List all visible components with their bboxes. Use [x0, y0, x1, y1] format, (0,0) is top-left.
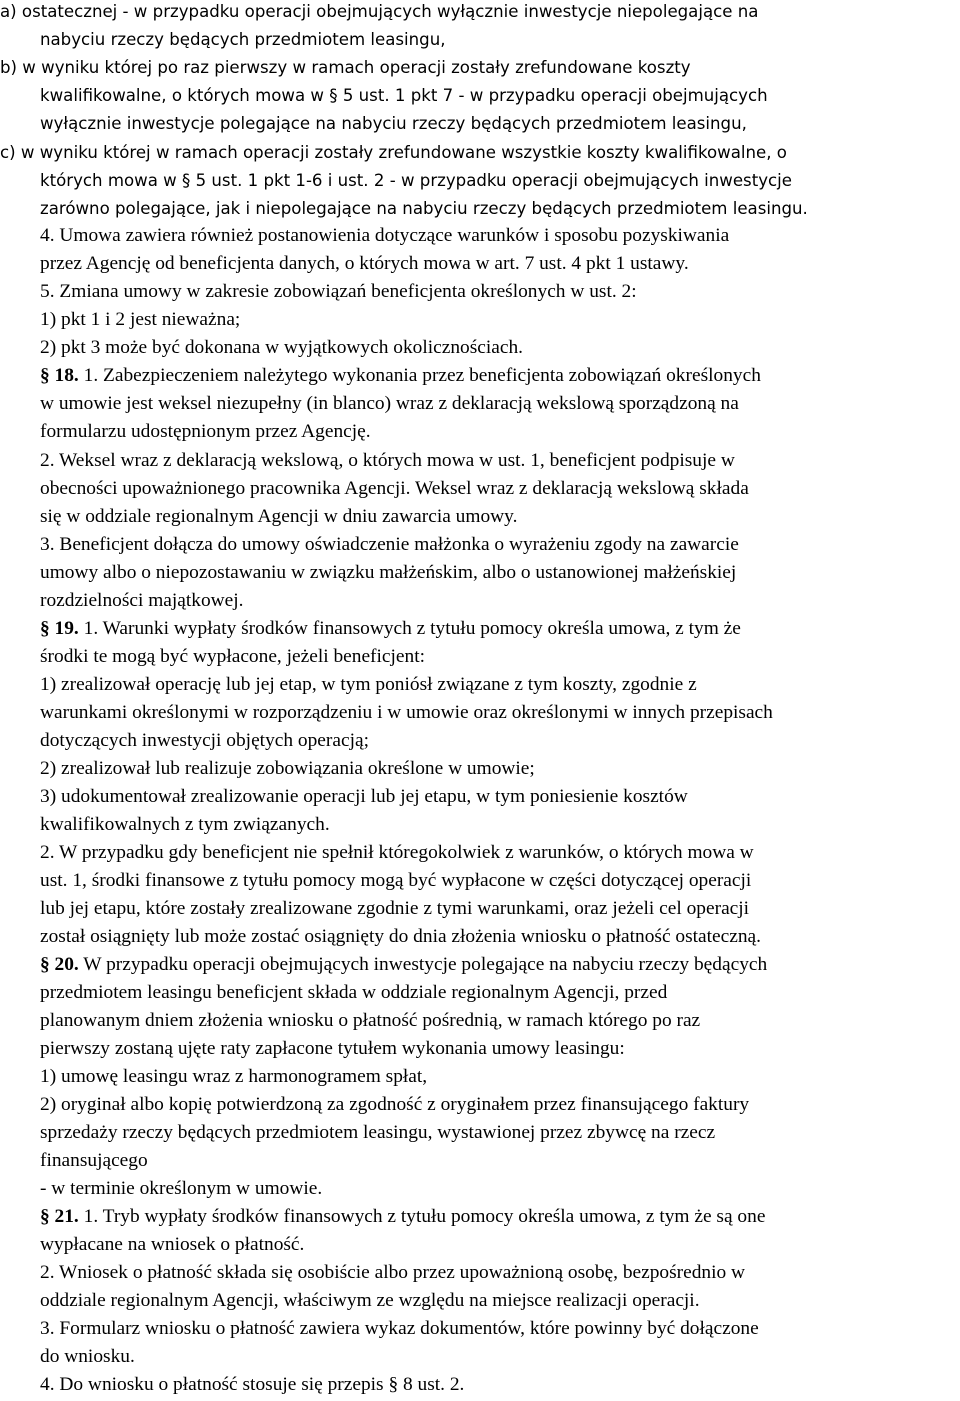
- text-line: środki te mogą być wypłacone, jeżeli beneficjent:: [40, 646, 425, 667]
- text-line: 1) pkt 1 i 2 jest nieważna;: [40, 309, 241, 330]
- text-line: b) w wyniku której po raz pierwszy w ramach operacji zostały zrefundowane koszty: [0, 58, 691, 77]
- text-line: 3. Formularz wniosku o płatność zawiera wykaz dokumentów, które powinny być dołączone: [40, 1318, 759, 1339]
- text-line: ust. 1, środki finansowe z tytułu pomocy mogą być wypłacone w części dotyczącej operacji: [40, 870, 752, 891]
- section-number: § 20.: [40, 954, 79, 975]
- text-line: 2) zrealizował lub realizuje zobowiązania określone w umowie;: [40, 758, 535, 779]
- text-line: umowy albo o niepozostawaniu w związku małżeńskim, albo o ustanowionej małżeńskiej: [40, 562, 737, 583]
- text-line: 1) umowę leasingu wraz z harmonogramem spłat,: [40, 1066, 428, 1087]
- text-line: 4. Do wniosku o płatność stosuje się przepis § 8 ust. 2.: [40, 1374, 465, 1395]
- text-line: do wniosku.: [40, 1346, 135, 1367]
- text-line: nabyciu rzeczy będących przedmiotem leasingu,: [40, 30, 446, 49]
- text-line: warunkami określonymi w rozporządzeniu i w umowie oraz określonymi w innych przepisach: [40, 702, 773, 723]
- text-line: 2) oryginał albo kopię potwierdzoną za zgodność z oryginałem przez finansującego faktury: [40, 1094, 750, 1115]
- section-number: § 21.: [40, 1206, 79, 1227]
- text-line: kwalifikowalne, o których mowa w § 5 ust. 1 pkt 7 - w przypadku operacji obejmujących: [40, 86, 768, 105]
- line-text: 1. Tryb wypłaty środków finansowych z tytułu pomocy określa umowa, z tym że są one: [78, 1206, 766, 1227]
- text-line: kwalifikowalnych z tym związanych.: [40, 814, 330, 835]
- text-line: 2. Weksel wraz z deklaracją wekslową, o których mowa w ust. 1, beneficjent podpisuje w: [40, 450, 735, 471]
- text-line: się w oddziale regionalnym Agencji w dniu zawarcia umowy.: [40, 506, 518, 527]
- text-line: 1) zrealizował operację lub jej etap, w tym poniósł związane z tym koszty, zgodnie z: [40, 674, 697, 695]
- text-line: oddziale regionalnym Agencji, właściwym ze względu na miejsce realizacji operacji.: [40, 1290, 700, 1311]
- text-line: finansującego: [40, 1150, 148, 1171]
- text-line: których mowa w § 5 ust. 1 pkt 1-6 i ust. 2 - w przypadku operacji obejmujących inwestycje: [40, 171, 792, 190]
- section-number: § 19.: [40, 618, 79, 639]
- text-line: 5. Zmiana umowy w zakresie zobowiązań beneficjenta określonych w ust. 2:: [40, 281, 637, 302]
- section-paragraph-line: [40, 954, 767, 978]
- text-line: zarówno polegające, jak i niepolegające na nabyciu rzeczy będących przedmiotem leasingu.: [40, 199, 808, 218]
- text-line: w umowie jest weksel niezupełny (in blanco) wraz z deklaracją wekslową sporządzoną na: [40, 393, 739, 414]
- text-line: formularzu udostępnionym przez Agencję.: [40, 421, 371, 442]
- text-line: - w terminie określonym w umowie.: [40, 1178, 323, 1199]
- text-line: przedmiotem leasingu beneficjent składa w oddziale regionalnym Agencji, przed: [40, 982, 668, 1003]
- text-line: rozdzielności majątkowej.: [40, 590, 244, 611]
- section-number: § 18.: [40, 365, 79, 386]
- section-paragraph-line: [40, 618, 741, 642]
- section-paragraph-line: [40, 1206, 765, 1230]
- line-text: 1. Zabezpieczeniem należytego wykonania przez beneficjenta zobowiązań określonych: [78, 365, 761, 386]
- text-line: a) ostatecznej - w przypadku operacji obejmujących wyłącznie inwestycje niepolegające na: [0, 2, 759, 21]
- text-line: dotyczących inwestycji objętych operacją;: [40, 730, 369, 751]
- text-line: planowanym dniem złożenia wniosku o płatność pośrednią, w ramach którego po raz: [40, 1010, 701, 1031]
- text-line: pierwszy zostaną ujęte raty zapłacone tytułem wykonania umowy leasingu:: [40, 1038, 625, 1059]
- text-line: 2) pkt 3 może być dokonana w wyjątkowych okolicznościach.: [40, 337, 524, 358]
- text-line: obecności upoważnionego pracownika Agencji. Weksel wraz z deklaracją wekslową składa: [40, 478, 749, 499]
- text-line: 2. W przypadku gdy beneficjent nie spełnił któregokolwiek z warunków, o których mowa w: [40, 842, 754, 863]
- text-line: przez Agencję od beneficjenta danych, o których mowa w art. 7 ust. 4 pkt 1 ustawy.: [40, 253, 689, 274]
- text-line: został osiągnięty lub może zostać osiągnięty do dnia złożenia wniosku o płatność ostateczną.: [40, 926, 762, 947]
- text-line: 3. Beneficjent dołącza do umowy oświadczenie małżonka o wyrażeniu zgody na zawarcie: [40, 534, 739, 555]
- text-line: c) w wyniku której w ramach operacji zostały zrefundowane wszystkie koszty kwalifikowalne, o: [0, 143, 787, 162]
- text-line: 2. Wniosek o płatność składa się osobiście albo przez upoważnioną osobę, bezpośrednio w: [40, 1262, 746, 1283]
- section-paragraph-line: [40, 365, 761, 389]
- text-line: wyłącznie inwestycje polegające na nabyciu rzeczy będących przedmiotem leasingu,: [40, 114, 747, 133]
- line-text: 1. Warunki wypłaty środków finansowych z tytułu pomocy określa umowa, z tym że: [78, 618, 741, 639]
- text-line: 4. Umowa zawiera również postanowienia dotyczące warunków i sposobu pozyskiwania: [40, 225, 730, 246]
- text-line: lub jej etapu, które zostały zrealizowane zgodnie z tymi warunkami, oraz jeżeli cel operacji: [40, 898, 750, 919]
- text-line: 3) udokumentował zrealizowanie operacji lub jej etapu, w tym poniesienie kosztów: [40, 786, 688, 807]
- line-text: W przypadku operacji obejmujących inwestycje polegające na nabyciu rzeczy będących: [78, 954, 768, 975]
- text-line: wypłacane na wniosek o płatność.: [40, 1234, 305, 1255]
- text-line: sprzedaży rzeczy będących przedmiotem leasingu, wystawionej przez zbywcę na rzecz: [40, 1122, 716, 1143]
